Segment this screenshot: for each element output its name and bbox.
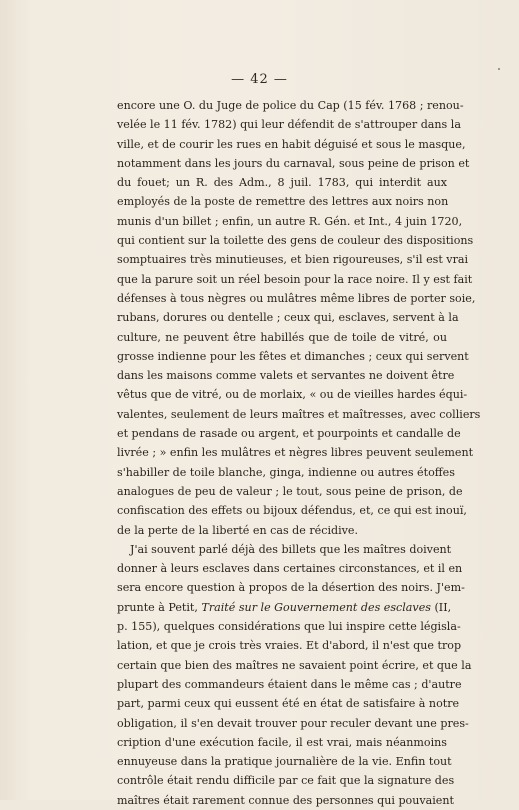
- text-line: défenses à tous nègres ou mulâtres même libres de porter soie,: [117, 291, 476, 305]
- italic-book-title: Traité sur le Gouvernement des esclaves: [201, 600, 431, 614]
- page-number: — 42 —: [231, 72, 288, 87]
- text-line: grosse indienne pour les fêtes et dimanches ; ceux qui servent: [117, 349, 469, 363]
- body-text: [117, 96, 481, 810]
- text-line: livrée ; » enfin les mulâtres et nègres libres peuvent seulement: [117, 446, 474, 460]
- text-line: certain que bien des maîtres ne savaient point écrire, et que la: [117, 658, 472, 672]
- text-line: obligation, il s'en devait trouver pour reculer devant une pres-: [117, 716, 469, 730]
- text-line: valentes, seulement de leurs maîtres et maîtresses, avec colliers: [117, 407, 481, 421]
- text-line: velée le 11 fév. 1782) qui leur défendit de s'attrouper dans la: [117, 118, 461, 132]
- paragraph-2: [117, 540, 472, 810]
- text-line: somptuaires très minutieuses, et bien rigoureuses, s'il est vrai: [117, 253, 469, 267]
- text-line: que la parure soit un réel besoin pour la race noire. Il y est fait: [117, 272, 473, 286]
- text-line: vêtus que de vitré, ou de morlaix, « ou de vieilles hardes équi-: [117, 388, 468, 402]
- text-line: plupart des commandeurs étaient dans le même cas ; d'autre: [117, 677, 462, 691]
- text-line: s'habiller de toile blanche, ginga, indienne ou autres étoffes: [117, 465, 455, 479]
- text-line: rubans, dorures ou dentelle ; ceux qui, esclaves, servent à la: [117, 311, 459, 325]
- text-line: lation, et que je crois très vraies. Et d'abord, il n'est que trop: [117, 639, 462, 653]
- text-line: notamment dans les jours du carnaval, sous peine de prison et: [117, 156, 470, 170]
- text-line: encore une O. du Juge de police du Cap (15 fév. 1768 ; renou-: [117, 99, 464, 112]
- text-line: contrôle était rendu difficile par ce fait que la signature des: [117, 774, 455, 788]
- text-line: analogues de peu de valeur ; le tout, sous peine de prison, de: [117, 484, 463, 498]
- text-line: de la perte de la liberté en cas de récidive.: [117, 523, 359, 537]
- text-line: maîtres était rarement connue des personnes qui pouvaient: [117, 793, 454, 807]
- text-line: p. 155), quelques considérations que lui inspire cette législa-: [117, 620, 461, 634]
- text-line: donner à leurs esclaves dans certaines circonstances, et il en: [117, 562, 463, 576]
- text-line: sera encore question à propos de la désertion des noirs. J'em-: [117, 581, 465, 595]
- text-line: qui contient sur la toilette des gens de couleur des dispositions: [117, 234, 474, 248]
- text-line: culture, ne peuvent être habillés que de toile de vitré, ou: [117, 330, 447, 344]
- text-line: du fouet; un R. des Adm., 8 juil. 1783, qui interdit aux: [117, 176, 447, 190]
- text-line: ennuyeuse dans la pratique journalière de la vie. Enfin tout: [117, 755, 452, 769]
- text-line: employés de la poste de remettre des lettres aux noirs non: [117, 195, 449, 209]
- paragraph-1: [117, 96, 481, 540]
- text-line-with-title: [117, 598, 452, 617]
- text-line: munis d'un billet ; enfin, un autre R. Gén. et Int., 4 juin 1720,: [117, 214, 463, 228]
- text-line: ville, et de courir les rues en habit déguisé et sous le masque,: [117, 137, 466, 151]
- text-line: part, parmi ceux qui eussent été en état de satisfaire à notre: [117, 697, 460, 711]
- text-fragment: prunte à Petit,: [117, 600, 198, 614]
- paper-speck: [498, 68, 500, 70]
- text-line: confiscation des effets ou bijoux défendus, et, ce qui est inouï,: [117, 504, 467, 518]
- text-line: J'ai souvent parlé déjà des billets que les maîtres doivent: [130, 542, 452, 556]
- text-line: dans les maisons comme valets et servantes ne doivent être: [117, 369, 455, 383]
- text-line: et pendans de rasade ou argent, et pourpoints et candalle de: [117, 427, 461, 441]
- text-fragment: (II,: [434, 600, 452, 614]
- text-line: cription d'une exécution facile, il est vrai, mais néanmoins: [117, 735, 447, 749]
